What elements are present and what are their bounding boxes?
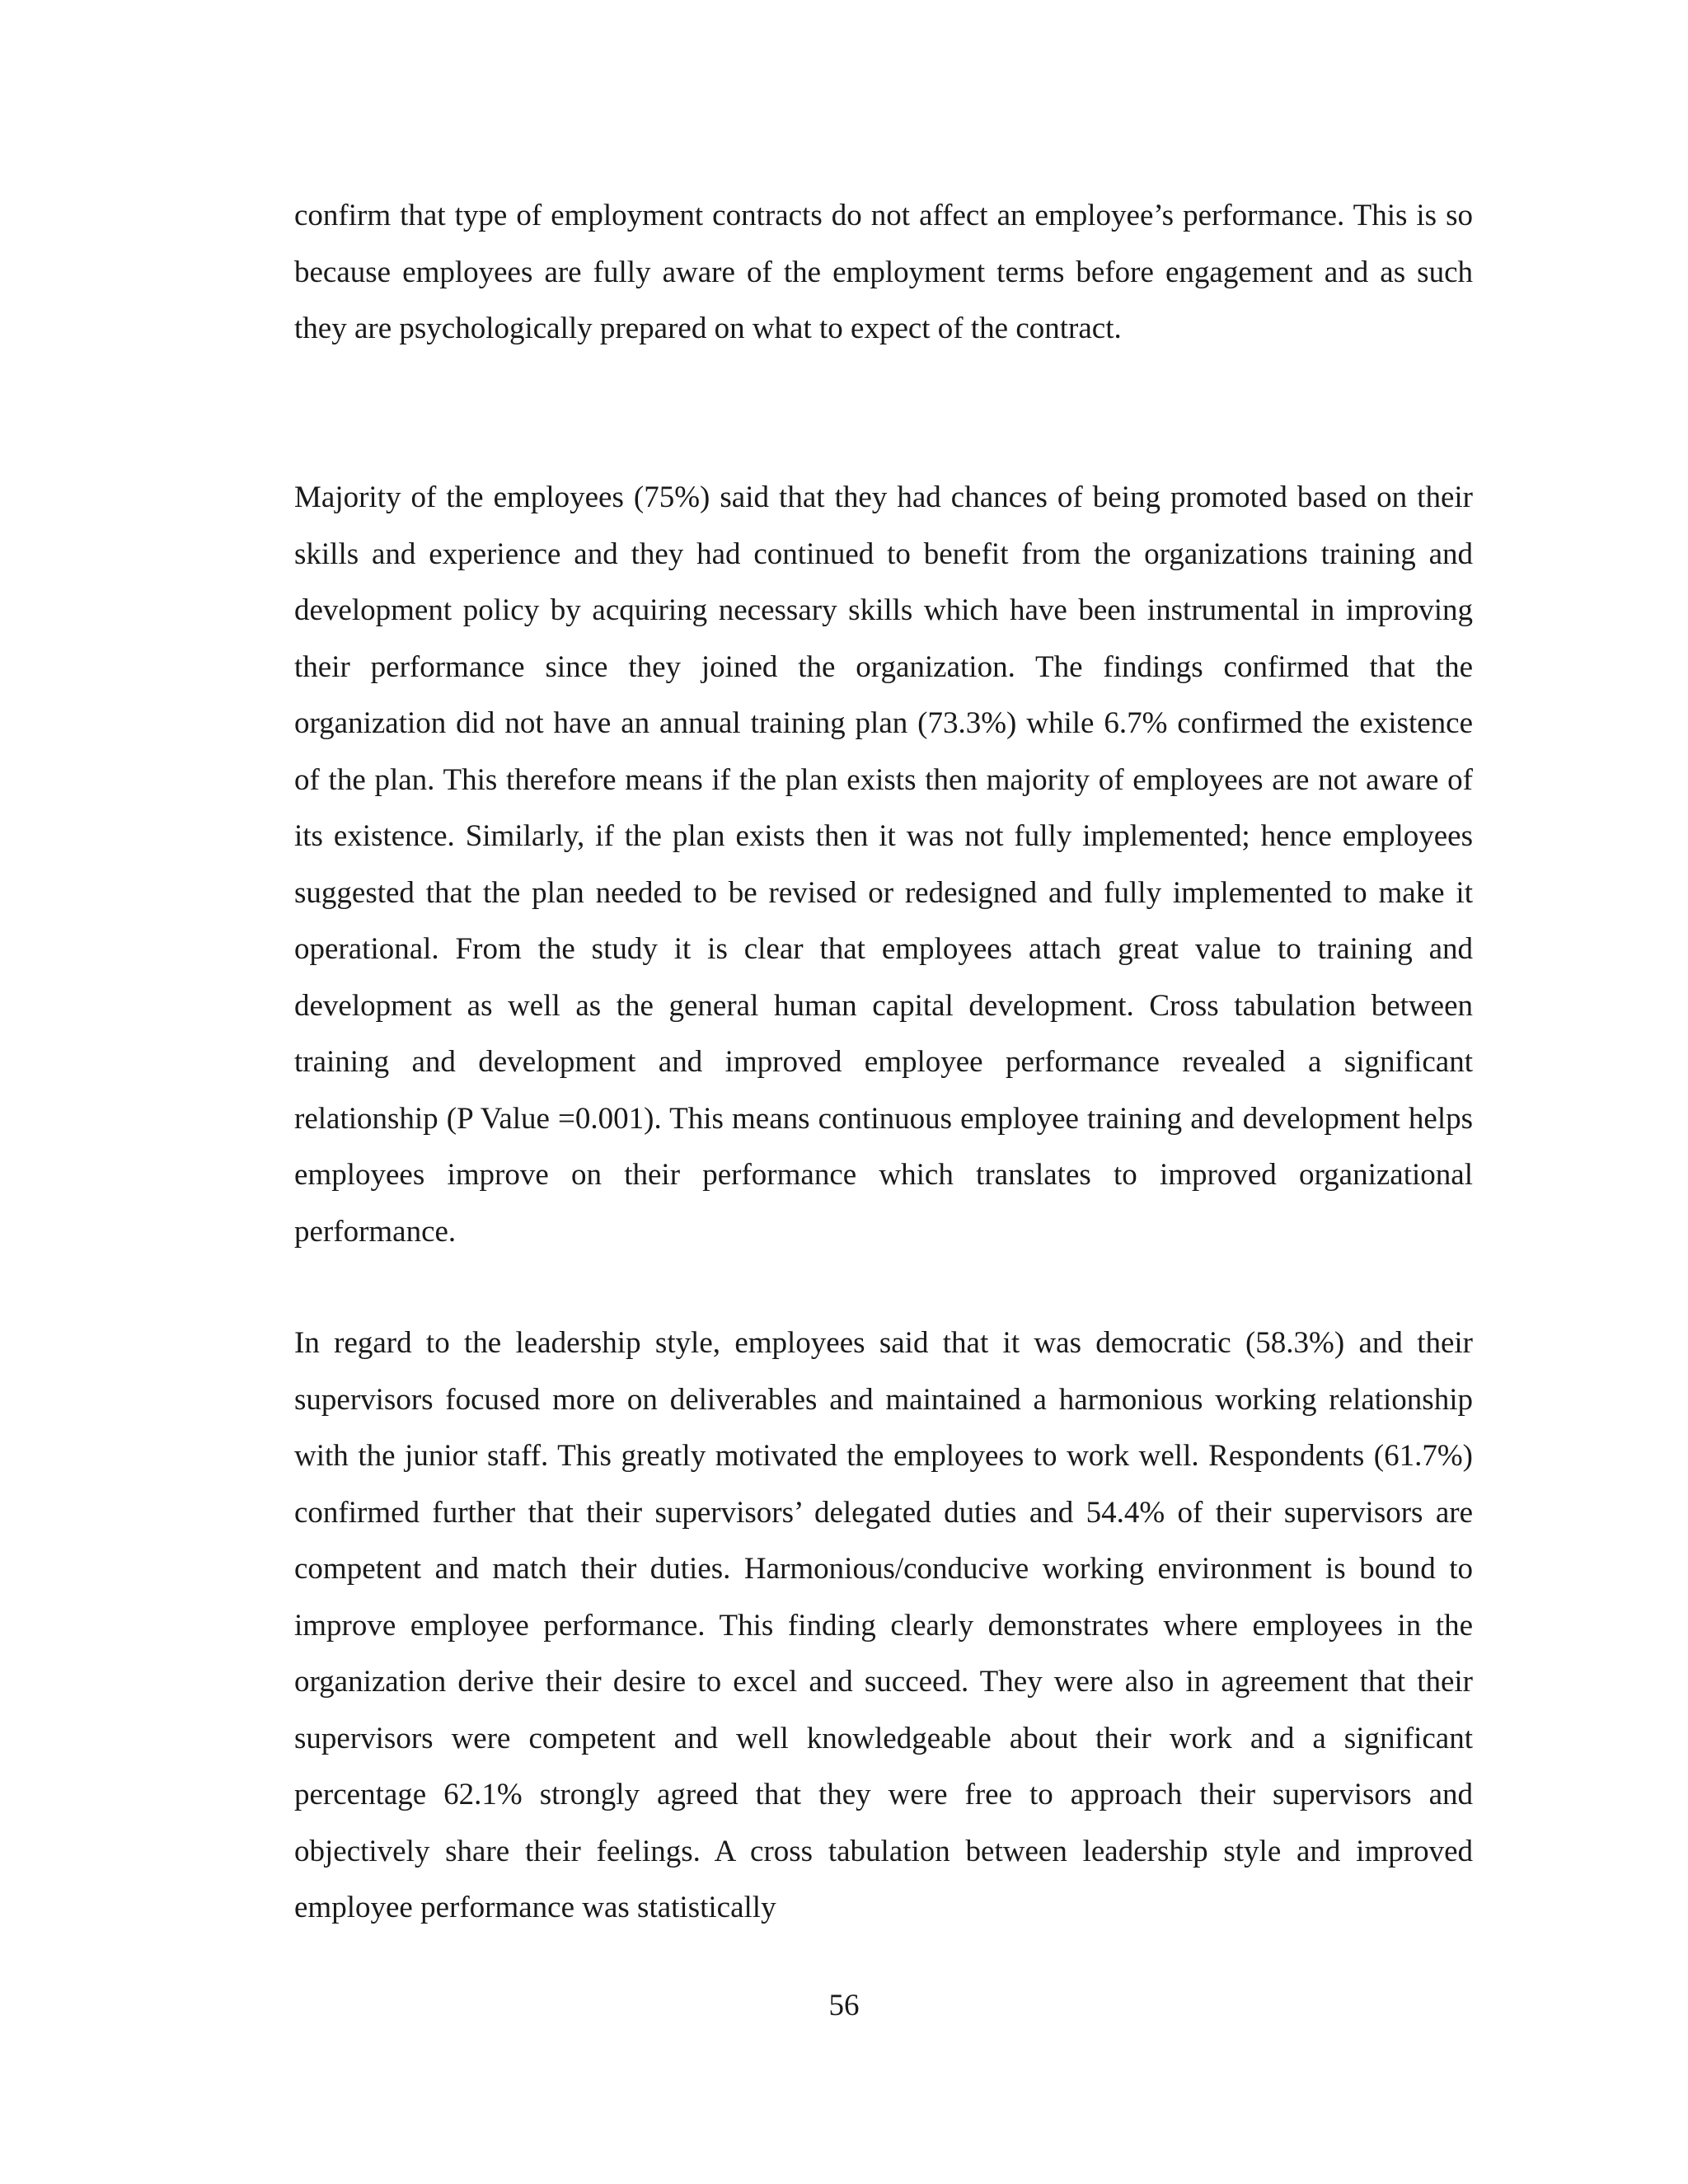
paragraph-training-development (294, 470, 1473, 1260)
paragraph-text: Majority of the employees (75%) said that they had chances of being promoted based on their skills and experience and they had continued to benefit from the organizations training and development policy by acquiring necessary skills which have been instrumental in improving their performance since they joined the organization. The findings confirmed that the organization did not have an annual training plan (73.3%) while 6.7% confirmed the existence of the plan. This therefore means if the plan exists then majority of employees are not aware of its existence. Similarly, if the plan exists then it was not fully implemented; hence employees suggested that the plan needed to be revised or redesigned and fully implemented to make it operational. From the study it is clear that employees attach great value to training and development as well as the general human capital development. Cross tabulation between training and development and improved employee performance revealed a significant relationship (P Value =0.001). This means continuous employee training and development helps employees improve on their performance which translates to improved organizational performance. (294, 480, 1473, 1249)
paragraph-text: In regard to the leadership style, employees said that it was democratic (58.3%) and their supervisors focused more on deliverables and maintained a harmonious working relationship with the junior staff. This greatly motivated the employees to work well. Respondents (61.7%) confirmed further that their supervisors’ delegated duties and 54.4% of their supervisors are competent and match their duties. Harmonious/conducive working environment is bound to improve employee performance. This finding clearly demonstrates where employees in the organization derive their desire to excel and succeed. They were also in agreement that their supervisors were competent and well knowledgeable about their work and a significant percentage 62.1% strongly agreed that they were free to approach their supervisors and objectively share their feelings. A cross tabulation between leadership style and improved employee performance was statistically (294, 1326, 1473, 1924)
paragraph-leadership-style (294, 1315, 1473, 1937)
paragraph-text: confirm that type of employment contracts do not affect an employee’s performance. This is so because employees are fully aware of the employment terms before engagement and as such they are psychologically prepared on what to expect of the contract. (294, 199, 1473, 345)
paragraph-contract-types (294, 188, 1473, 358)
page-number: 56 (828, 1989, 860, 2022)
